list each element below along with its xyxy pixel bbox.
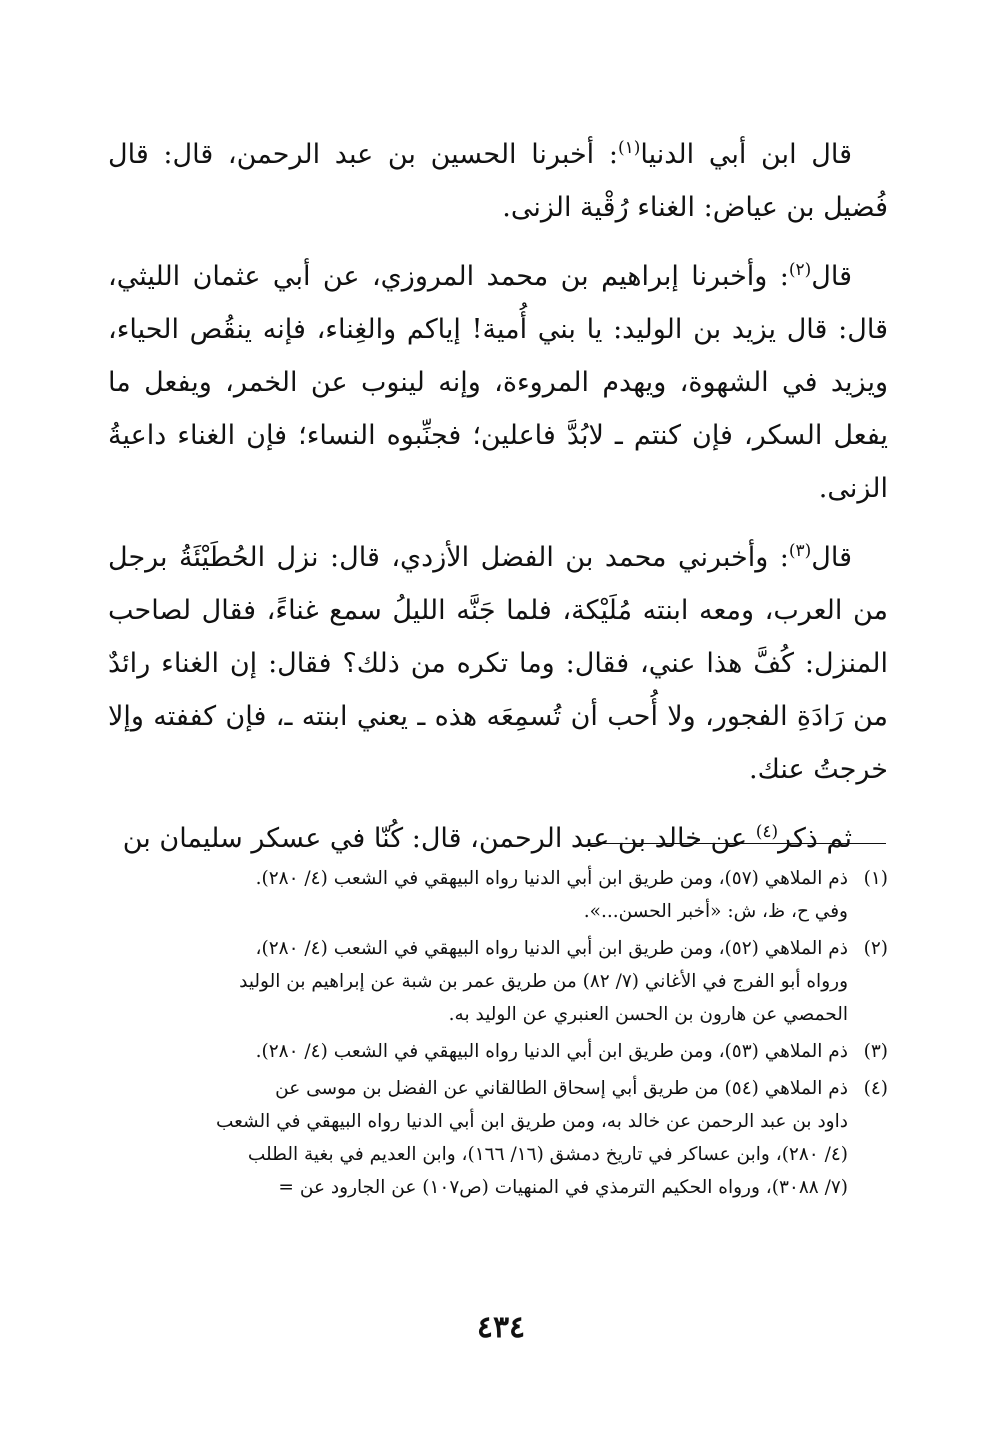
footnote-number: (٤) <box>863 1078 888 1099</box>
main-text <box>108 128 888 865</box>
footnote-1 <box>108 862 888 928</box>
paragraph-text: : أخبرنا الحسين بن عبد الرحمن، قال: قال فُضيل بن عياض: الغناء رُقْية الزنى. <box>108 139 888 223</box>
footnote-3 <box>108 1035 888 1068</box>
paragraph-1 <box>108 128 888 234</box>
footnote-reference: (١) <box>617 138 641 158</box>
paragraph-text: قال <box>811 542 852 573</box>
footnote-line: ذم الملاهي (٥٣)، ومن طريق ابن أبي الدنيا رواه البيهقي في الشعب (٤/ ٢٨٠). <box>255 1041 848 1062</box>
footnote-line: وفي ح، ظ، ش: «أخبر الحسن...». <box>583 901 848 922</box>
paragraph-text: قال <box>811 261 852 292</box>
footnotes <box>108 862 888 1208</box>
footnote-line: ذم الملاهي (٥٢)، ومن طريق ابن أبي الدنيا رواه البيهقي في الشعب (٤/ ٢٨٠)، <box>255 938 848 959</box>
footnote-line: الحمصي عن هارون بن الحسن العنبري عن الوليد به. <box>448 1004 848 1025</box>
footnote-text <box>108 1035 848 1068</box>
footnote-line: ورواه أبو الفرج في الأغاني (٧/ ٨٢) من طريق عمر بن شبة عن إبراهيم بن الوليد <box>239 971 848 992</box>
footnote-number: (٣) <box>863 1041 888 1062</box>
paragraph-4 <box>108 812 888 865</box>
paragraph-text: قال ابن أبي الدنيا <box>640 139 852 170</box>
footnote-line: ذم الملاهي (٥٤) من طريق أبي إسحاق الطالقاني عن الفضل بن موسى عن <box>275 1078 848 1099</box>
footnote-text <box>108 1072 848 1204</box>
footnote-line <box>108 1171 848 1204</box>
footnote-divider <box>590 843 886 844</box>
footnote-text <box>108 862 848 928</box>
footnote-reference: (٣) <box>788 541 812 561</box>
paragraph-2 <box>108 250 888 515</box>
footnote-number: (١) <box>863 868 888 889</box>
footnote-line-text: (٧/ ٣٠٨٨)، ورواه الحكيم الترمذي في المنهيات (ص١٠٧) عن الجارود عن <box>299 1177 848 1198</box>
footnote-line: (٤/ ٢٨٠)، وابن عساكر في تاريخ دمشق (١٦/ ١٦٦)، وابن العديم في بغية الطلب <box>247 1144 848 1165</box>
footnote-reference: (٤) <box>755 822 779 842</box>
paragraph-text: : وأخبرنا إبراهيم بن محمد المروزي، عن أبي عثمان الليثي، قال: قال يزيد بن الوليد: يا بني أُمية! إياكم والغِناء، فإنه ينقُص الحياء، ويزيد في الشهوة، ويهدم المروءة، وإنه لينوب عن الخمر، ويفعل ما يفعل السكر، فإن كنتم ـ لابُدَّ فاعلين؛ فجنِّبوه النساء؛ فإن الغناء داعيةُ الزنى. <box>108 261 888 504</box>
footnote-line: ذم الملاهي (٥٧)، ومن طريق ابن أبي الدنيا رواه البيهقي في الشعب (٤/ ٢٨٠). <box>255 868 848 889</box>
footnote-2 <box>108 932 888 1031</box>
paragraph-text: عن خالد بن عبد الرحمن، قال: كُنّا في عسكر سليمان بن <box>122 823 756 854</box>
footnote-reference: (٢) <box>788 260 812 280</box>
footnote-text <box>108 932 848 1031</box>
footnote-number: (٢) <box>863 938 888 959</box>
continuation-mark: = <box>278 1177 294 1198</box>
paragraph-text: : وأخبرني محمد بن الفضل الأزدي، قال: نزل الحُطَيْئَةُ برجل من العرب، ومعه ابنته مُلَيْكة، فلما جَنَّه الليلُ سمع غناءً، فقال لصاحب المنزل: كُفَّ هذا عني، فقال: وما تكره من ذلك؟ فقال: إن الغناء رائدٌ من رَادَةِ الفجور، ولا أُحب أن تُسمِعَه هذه ـ يعني ابنته ـ، فإن كففته وإلا خرجتُ عنك. <box>108 542 888 785</box>
paragraph-text: ثم ذكر <box>778 823 852 854</box>
page-number: ٤٣٤ <box>476 1310 526 1345</box>
footnote-4 <box>108 1072 888 1204</box>
paragraph-3 <box>108 531 888 796</box>
footnote-line: داود بن عبد الرحمن عن خالد به، ومن طريق ابن أبي الدنيا رواه البيهقي في الشعب <box>215 1111 848 1132</box>
